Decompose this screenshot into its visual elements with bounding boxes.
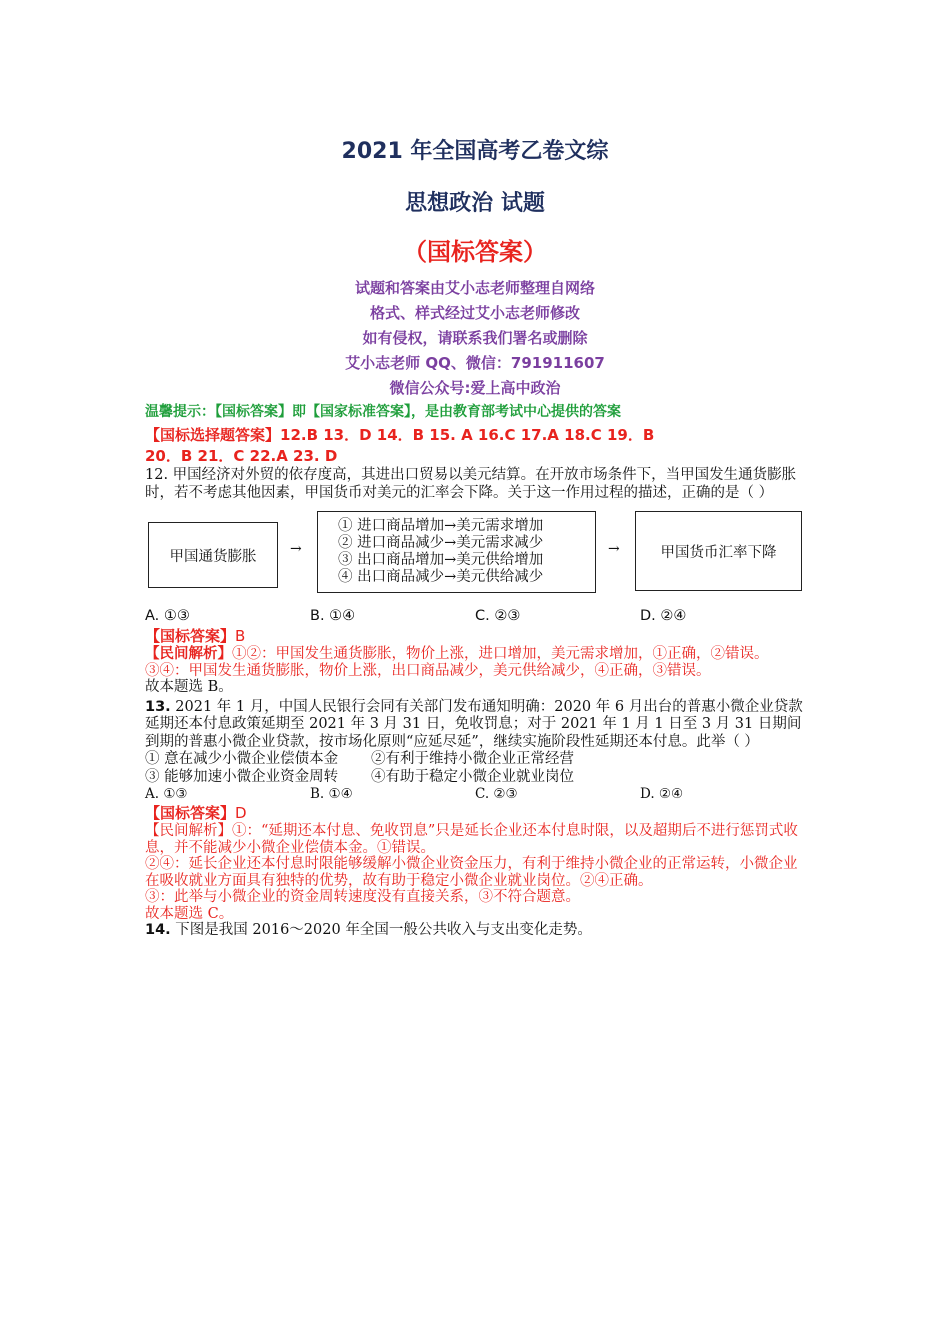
q14-stem-text: 下图是我国 2016～2020 年全国一般公共收入与支出变化走势。 xyxy=(175,922,592,938)
analysis-line: ③④：甲国发生通货膨胀，物价上涨，出口商品减少，美元供给减少，④正确，③错误。 xyxy=(145,662,711,679)
choice-item: ②有利于维持小微企业正常经营 xyxy=(371,751,574,767)
q12-analysis xyxy=(145,646,805,679)
q13-stem xyxy=(145,699,805,752)
arrow-icon: → xyxy=(608,541,620,557)
diagram-left-box: 甲国通货膨胀 xyxy=(148,522,278,588)
answer-label: 【国标答案】 xyxy=(145,804,236,822)
credit-line: 微信公众号:爱上高中政治 xyxy=(389,379,561,397)
option-a: A. ①③ xyxy=(145,786,188,802)
q13-options xyxy=(145,786,805,803)
analysis-line: ②④：延长企业还本付息时限能够缓解小微企业资金压力，有利于维持小微企业的正常运转，小微企业在吸收就业方面具有独特的优势，故有助于稳定小微企业就业岗位。②④正确。 xyxy=(145,856,798,889)
answer-value: B xyxy=(235,627,246,645)
q12-stem: 12. 甲国经济对外贸的依存度高，其进出口贸易以美元结算。在开放市场条件下，当甲国发生通货膨胀时，若不考虑其他因素，甲国货币对美元的汇率会下降。关于这一作用过程的描述，正确的是（ ） xyxy=(145,467,797,501)
option-d: D. ②④ xyxy=(640,786,684,802)
credits-block xyxy=(0,276,950,401)
option-b: B. ①④ xyxy=(310,608,356,624)
option-b: B. ①④ xyxy=(310,786,353,802)
analysis-label: 【民间解析】 xyxy=(145,646,232,662)
q12-diagram xyxy=(145,508,805,594)
analysis-line: 故本题选 C。 xyxy=(145,905,234,922)
credit-line: 艾小志老师 QQ、微信：791911607 xyxy=(345,354,605,372)
q14-number: 14. xyxy=(145,922,171,938)
option-c: C. ②③ xyxy=(475,608,521,624)
option-c: C. ②③ xyxy=(475,786,518,802)
q12-answer xyxy=(145,626,805,646)
choice-item: ④有助于稳定小微企业就业岗位 xyxy=(371,768,574,785)
credit-line: 试题和答案由艾小志老师整理自网络 xyxy=(354,279,595,297)
q12-conclusion: 故本题选 B。 xyxy=(145,679,233,695)
arrow-icon: → xyxy=(290,541,302,557)
mc-answers-line1: 【国标选择题答案】12.B 13．D 14．B 15. A 16.C 17.A 18.C 19．B xyxy=(145,426,655,444)
answer-value: D xyxy=(235,804,247,822)
diagram-item: ① 进口商品增加→美元需求增加 xyxy=(338,518,544,534)
credit-line: 格式、样式经过艾小志老师修改 xyxy=(369,304,580,322)
q12-options xyxy=(145,606,805,626)
q13-stem-text: 2021 年 1 月，中国人民银行会同有关部门发布通知明确：2020 年 6 月出台的普惠小微企业贷款延期还本付息政策延期至 2021 年 3 月 31 日，免收罚息；对于 2021 年 1 月 1 日至 3 月 31 日期间到期的普惠小微企业贷款，按市场化原则“应延尽延”，继续实施阶段性延期还本付息。此举（ ） xyxy=(145,698,803,750)
answer-tag: （国标答案） xyxy=(403,238,547,266)
diagram-item: ④ 出口商品减少→美元供给减少 xyxy=(338,569,544,585)
document-subtitle: 思想政治 试题 xyxy=(405,191,545,216)
q13-analysis xyxy=(145,823,805,922)
diagram-right-box: 甲国货币汇率下降 xyxy=(635,511,802,591)
option-a: A. ①③ xyxy=(145,608,190,624)
q13-choices-row2 xyxy=(145,769,805,787)
diagram-item: ② 进口商品减少→美元需求减少 xyxy=(338,535,544,551)
content-body xyxy=(145,402,805,940)
tip-text: 温馨提示：【国标答案】即【国家标准答案】，是由教育部考试中心提供的答案 xyxy=(145,404,621,420)
analysis-line: ①②：甲国发生通货膨胀，物价上涨，进口增加，美元需求增加，①正确，②错误。 xyxy=(232,646,769,662)
q13-choices-row1 xyxy=(145,751,805,769)
diagram-middle-box xyxy=(317,511,596,593)
answer-label: 【国标答案】 xyxy=(145,627,236,645)
mc-answers-line2: 20．B 21．C 22.A 23. D xyxy=(145,447,338,465)
credit-line: 如有侵权，请联系我们署名或删除 xyxy=(362,329,588,347)
analysis-line: ①：“延期还本付息、免收罚息”只是延长企业还本付息时限，以及超期后不进行惩罚式收息，并不能减少小微企业偿债本金。①错误。 xyxy=(145,823,798,856)
q14-stem xyxy=(145,922,805,940)
choice-item: ① 意在减少小微企业偿债本金 xyxy=(145,751,339,767)
q13-answer xyxy=(145,803,805,823)
diagram-item: ③ 出口商品增加→美元供给增加 xyxy=(338,552,544,568)
choice-item: ③ 能够加速小微企业资金周转 xyxy=(145,768,339,785)
option-d: D. ②④ xyxy=(640,608,687,624)
document-title: 2021 年全国高考乙卷文综 xyxy=(341,139,609,164)
analysis-line: ③：此举与小微企业的资金周转速度没有直接关系，③不符合题意。 xyxy=(145,889,580,905)
analysis-label: 【民间解析】 xyxy=(145,823,232,839)
q13-number: 13. xyxy=(145,698,171,715)
